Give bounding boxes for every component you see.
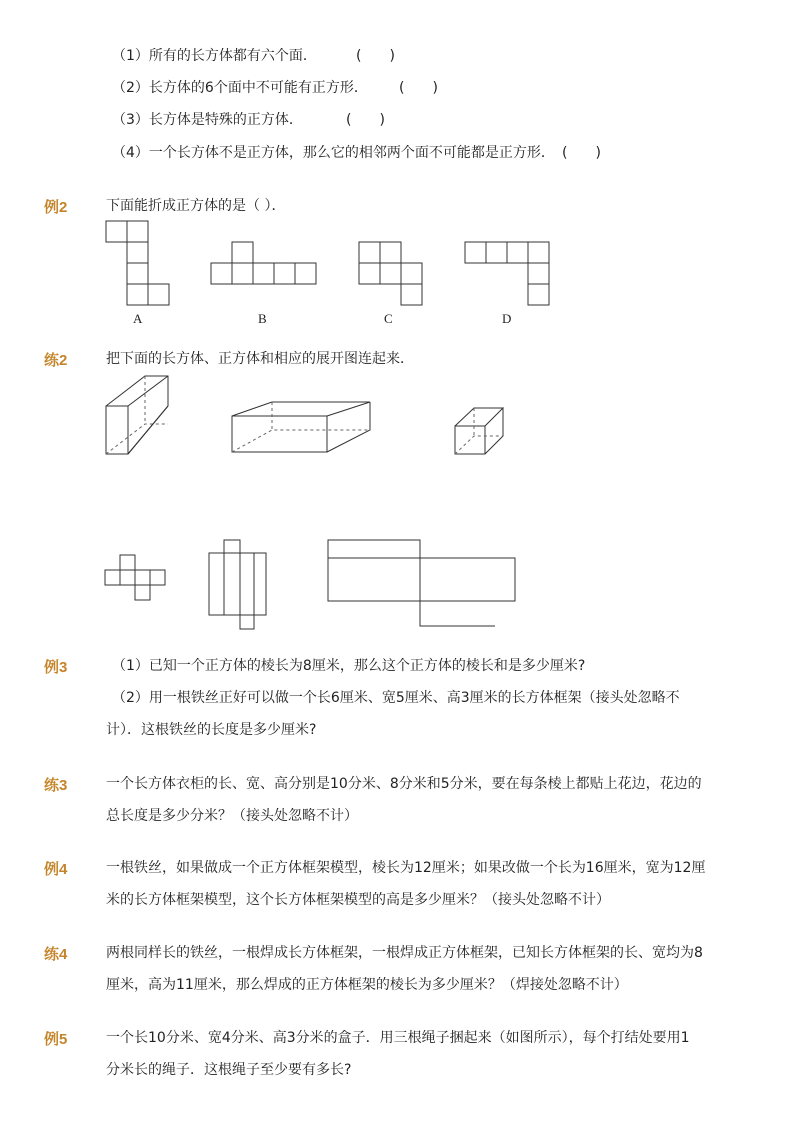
practice-2-label: 练2: [44, 352, 68, 369]
option-d-label[interactable]: D: [502, 311, 512, 326]
question-3: （3）长方体是特殊的正方体．: [112, 112, 303, 128]
question-4: （4）一个长方体不是正方体，那么它的相邻两个面不可能都是正方形．: [112, 145, 555, 161]
question-2: （2）长方体的6个面中不可能有正方形．: [112, 80, 368, 96]
example-2-label: 例2: [44, 199, 68, 216]
cube-net-options-figure: [100, 215, 550, 315]
example-4-line-2: 米的长方体框架模型，这个长方体框架模型的高是多少厘米？（接头处忽略不计）: [106, 892, 610, 908]
question-1: （1）所有的长方体都有六个面．: [112, 48, 317, 64]
example-5-line-2: 分米长的绳子．这根绳子至少要有多长?: [106, 1062, 352, 1078]
option-a-label[interactable]: A: [133, 311, 143, 326]
example-5-line-1: 一个长10分米、宽4分米、高3分米的盒子．用三根绳子捆起来（如图所示），每个打结处要用1: [106, 1030, 690, 1046]
net-option-d: [465, 242, 549, 305]
answer-blank-2[interactable]: ( ): [399, 80, 438, 96]
example-4-line-1: 一根铁丝，如果做成一个正方体框架模型，棱长为12厘米；如果改做一个长为16厘米，宽为12厘: [106, 860, 706, 876]
tall-strip-net: [209, 540, 266, 629]
answer-blank-4[interactable]: ( ): [562, 145, 601, 161]
small-cube: [455, 408, 503, 454]
tall-cuboid: [106, 376, 168, 454]
net-option-b: [211, 242, 316, 284]
solids-figure: [100, 370, 520, 460]
example-2-text: 下面能折成正方体的是（ ）．: [106, 198, 286, 214]
practice-4-label: 练4: [44, 946, 68, 963]
unfolded-nets-figure: [100, 535, 520, 635]
practice-3-line-1: 一个长方体衣柜的长、宽、高分别是10分米、8分米和5分米，要在每条棱上都贴上花边，花边的: [106, 776, 702, 792]
example-3-line-2: （2）用一根铁丝正好可以做一个长6厘米、宽5厘米、高3厘米的长方体框架（接头处忽略不: [112, 690, 680, 706]
example-3-line-1: （1）已知一个正方体的棱长为8厘米，那么这个正方体的棱长和是多少厘米?: [112, 658, 586, 674]
net-option-a: [106, 221, 169, 305]
answer-blank-3[interactable]: ( ): [346, 112, 385, 128]
practice-3-label: 练3: [44, 777, 68, 794]
cross-net: [105, 555, 165, 600]
example-3-line-3: 计）．这根铁丝的长度是多少厘米?: [106, 722, 317, 738]
example-3-label: 例3: [44, 659, 68, 676]
option-c-label[interactable]: C: [384, 311, 393, 326]
practice-4-line-1: 两根同样长的铁丝，一根焊成长方体框架，一根焊成正方体框架，已知长方体框架的长、宽均为8: [106, 945, 703, 961]
practice-2-text: 把下面的长方体、正方体和相应的展开图连起来．: [106, 351, 414, 367]
option-b-label[interactable]: B: [258, 311, 267, 326]
practice-3-line-2: 总长度是多少分米？（接头处忽略不计）: [106, 808, 358, 824]
example-5-label: 例5: [44, 1031, 68, 1048]
net-option-c: [359, 242, 422, 305]
wide-flat-net: [328, 540, 515, 626]
answer-blank-1[interactable]: ( ): [356, 48, 395, 64]
example-4-label: 例4: [44, 861, 68, 878]
flat-cuboid: [232, 402, 370, 452]
practice-4-line-2: 厘米，高为11厘米，那么焊成的正方体框架的棱长为多少厘米？（焊接处忽略不计）: [106, 977, 628, 993]
